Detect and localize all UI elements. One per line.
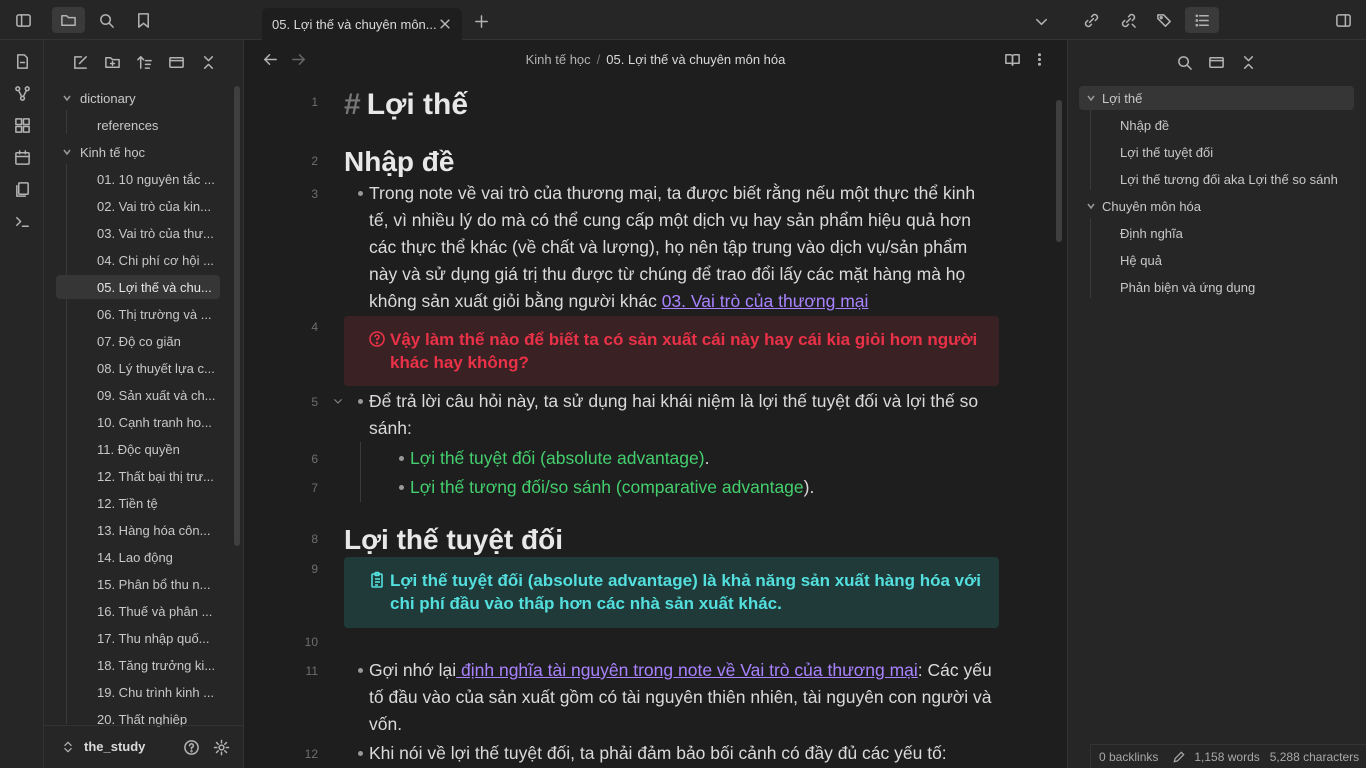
heading-1[interactable] bbox=[344, 88, 999, 122]
file-explorer bbox=[44, 40, 244, 768]
heading-loi-the-tuyet-doi[interactable]: Lợi thế tuyệt đối bbox=[344, 524, 564, 555]
bookmarks-icon[interactable] bbox=[132, 10, 154, 30]
file-label: 09. Sản xuất và ch... bbox=[97, 387, 216, 403]
file-item[interactable] bbox=[56, 356, 220, 380]
line-number: 1 bbox=[311, 95, 318, 109]
bullet-dot bbox=[399, 485, 404, 490]
bullet-dot bbox=[358, 668, 363, 673]
outline-guide bbox=[1090, 110, 1091, 190]
recall-prefix: Gợi nhớ lại bbox=[369, 660, 457, 680]
edit-mode-pencil-icon[interactable] bbox=[1172, 750, 1186, 764]
question-circle-icon bbox=[368, 330, 386, 348]
list-item-comparative-advantage[interactable] bbox=[410, 474, 990, 501]
paragraph-intro[interactable] bbox=[369, 180, 999, 315]
canvas-icon[interactable] bbox=[11, 114, 33, 136]
file-label: 19. Chu trình kinh ... bbox=[97, 684, 215, 700]
line-number: 6 bbox=[311, 452, 318, 466]
outline-label: Lợi thế tuyệt đối bbox=[1120, 144, 1214, 160]
folder-label: Kinh tế học bbox=[80, 144, 146, 160]
line-number: 8 bbox=[311, 532, 318, 546]
clipboard-list-icon bbox=[368, 571, 386, 589]
file-item[interactable] bbox=[56, 302, 220, 326]
breadcrumb-separator: / bbox=[596, 51, 601, 67]
file-label: 11. Độc quyền bbox=[97, 441, 180, 457]
paragraph-answer[interactable]: Để trả lời câu hỏi này, ta sử dụng hai khái niệm là lợi thế tuyệt đối và lợi thế so sánh: bbox=[369, 391, 979, 438]
editor-pane bbox=[244, 40, 1067, 768]
file-label: 13. Hàng hóa côn... bbox=[97, 522, 211, 538]
file-label: 18. Tăng trưởng ki... bbox=[97, 657, 216, 673]
outline-item-h2[interactable] bbox=[1120, 167, 1338, 191]
file-label: 06. Thị trường và ... bbox=[97, 306, 212, 322]
line-number: 7 bbox=[311, 481, 318, 495]
outline-item-h1[interactable] bbox=[1079, 86, 1354, 110]
file-label: 10. Cạnh tranh ho... bbox=[97, 414, 212, 430]
outline-label: Lợi thế bbox=[1102, 90, 1143, 106]
sidebar-scrollbar[interactable] bbox=[234, 86, 240, 546]
file-label: 07. Độ co giãn bbox=[97, 333, 181, 349]
reading-view-book-icon[interactable] bbox=[1001, 48, 1023, 70]
breadcrumb bbox=[244, 40, 1067, 78]
new-folder-icon[interactable] bbox=[101, 51, 123, 73]
heading-hash: # bbox=[344, 88, 361, 121]
tab-active-note[interactable] bbox=[262, 8, 462, 40]
outline-item-h1[interactable] bbox=[1079, 194, 1201, 218]
file-label: references bbox=[97, 117, 159, 133]
line-number: 5 bbox=[311, 395, 318, 409]
callout-definition[interactable] bbox=[344, 557, 999, 628]
editor-scrollbar[interactable] bbox=[1056, 100, 1062, 242]
file-label: 08. Lý thuyết lựa c... bbox=[97, 360, 215, 376]
graph-view-icon[interactable] bbox=[11, 82, 33, 104]
outline-guide bbox=[1090, 218, 1091, 298]
callout-question[interactable] bbox=[344, 316, 999, 386]
file-item[interactable] bbox=[56, 248, 220, 272]
internal-link-vai-tro-thuong-mai[interactable]: 03. Vai trò của thương mại bbox=[661, 291, 869, 311]
file-item[interactable] bbox=[56, 491, 220, 515]
bullet-dot bbox=[358, 751, 363, 756]
file-label: 16. Thuế và phân ... bbox=[97, 603, 213, 619]
outline-item-h2[interactable] bbox=[1120, 140, 1213, 164]
file-item[interactable] bbox=[56, 221, 220, 245]
file-item[interactable] bbox=[56, 545, 220, 569]
breadcrumb-current[interactable]: 05. Lợi thế và chuyên môn hóa bbox=[606, 51, 786, 67]
file-label: 12. Thất bại thị trư... bbox=[97, 468, 214, 484]
character-count: 5,288 characters bbox=[1269, 749, 1360, 764]
file-label: 01. 10 nguyên tắc ... bbox=[97, 171, 215, 187]
line-number: 3 bbox=[311, 187, 318, 201]
file-explorer-icon[interactable] bbox=[52, 7, 85, 33]
vault-switcher-bar bbox=[44, 725, 244, 768]
file-item[interactable] bbox=[56, 194, 220, 218]
file-label: 02. Vai trò của kin... bbox=[97, 198, 211, 214]
tab-title: 05. Lợi thế và chuyên môn... bbox=[272, 16, 437, 32]
line-number: 4 bbox=[311, 320, 318, 334]
bullet-dot bbox=[358, 399, 363, 404]
outline-label: Định nghĩa bbox=[1120, 225, 1183, 241]
file-item[interactable] bbox=[56, 383, 220, 407]
line-number: 10 bbox=[304, 635, 318, 649]
heading-1-text: Lợi thế bbox=[366, 88, 469, 121]
recall-suffix: : Các yếu tố đầu vào của sản xuất gồm có tài nguyên thiên nhiên, tài nguyên con người và vốn. bbox=[369, 660, 992, 734]
bullet-dot bbox=[358, 191, 363, 196]
folder-kinh-te-hoc[interactable] bbox=[56, 140, 145, 164]
close-tab-icon[interactable] bbox=[438, 17, 452, 31]
paragraph-recall[interactable] bbox=[369, 657, 999, 738]
outline-label: Nhập đề bbox=[1120, 117, 1170, 133]
outline-pane bbox=[1067, 40, 1366, 768]
file-label: 15. Phân bổ thu n... bbox=[97, 576, 211, 592]
daily-note-calendar-icon[interactable] bbox=[11, 146, 33, 168]
templates-icon[interactable] bbox=[11, 178, 33, 200]
new-tab-icon[interactable] bbox=[470, 10, 492, 32]
file-item[interactable] bbox=[56, 626, 220, 650]
punctuation: ). bbox=[803, 477, 815, 497]
backlinks-icon[interactable] bbox=[1080, 9, 1102, 31]
line-number: 2 bbox=[311, 154, 318, 168]
file-item[interactable] bbox=[56, 410, 220, 434]
callout-definition-text: Lợi thế tuyệt đối (absolute advantage) là khả năng sản xuất hàng hóa với chi phí đầu vào thấp hơn các nhà sản xuất khác. bbox=[390, 571, 981, 613]
tags-icon[interactable] bbox=[1153, 9, 1175, 31]
fold-chevron-down-icon[interactable] bbox=[330, 393, 346, 409]
outline-auto-expand-icon[interactable] bbox=[1205, 51, 1227, 73]
auto-reveal-icon[interactable] bbox=[165, 51, 187, 73]
chevron-down-icon bbox=[1086, 201, 1096, 211]
file-item[interactable] bbox=[56, 680, 220, 704]
chevron-down-icon bbox=[1086, 93, 1096, 103]
file-item[interactable] bbox=[56, 572, 220, 596]
list-indent-guide bbox=[360, 442, 361, 502]
folder-dictionary[interactable] bbox=[56, 86, 136, 110]
outline-item-h2[interactable] bbox=[1120, 221, 1183, 245]
line-number: 9 bbox=[311, 562, 318, 576]
file-item[interactable] bbox=[56, 329, 220, 353]
file-item[interactable] bbox=[56, 518, 220, 542]
file-label: 20. Thất nghiệp bbox=[97, 711, 188, 727]
word-count: 1,158 words bbox=[1194, 749, 1260, 764]
file-item[interactable] bbox=[56, 113, 220, 137]
list-item-absolute-advantage[interactable] bbox=[410, 445, 990, 472]
file-label: 14. Lao động bbox=[97, 549, 173, 565]
file-label: 12. Tiền tệ bbox=[97, 495, 158, 511]
toggle-left-sidebar-icon[interactable] bbox=[12, 10, 34, 30]
outline-label: Chuyên môn hóa bbox=[1102, 198, 1202, 214]
chevron-down-icon bbox=[62, 147, 72, 157]
file-item[interactable] bbox=[56, 653, 220, 677]
title-bar bbox=[0, 0, 1366, 40]
outline-label: Phản biện và ứng dụng bbox=[1120, 279, 1256, 295]
outline-label: Hệ quả bbox=[1120, 252, 1162, 268]
outline-icon[interactable] bbox=[1185, 7, 1219, 33]
outline-item-h2[interactable] bbox=[1120, 248, 1162, 272]
heading-nhap-de[interactable]: Nhập đề bbox=[344, 146, 455, 177]
settings-gear-icon[interactable] bbox=[210, 736, 232, 758]
vault-switch-icon[interactable] bbox=[60, 739, 76, 755]
outline-item-h2[interactable] bbox=[1120, 113, 1169, 137]
outline-item-h2[interactable] bbox=[1120, 275, 1255, 299]
file-item[interactable] bbox=[56, 437, 220, 461]
search-icon[interactable] bbox=[95, 10, 117, 30]
open-quick-switcher-icon[interactable] bbox=[11, 50, 33, 72]
line-number: 12 bbox=[304, 747, 318, 761]
paragraph-context[interactable]: Khi nói về lợi thế tuyệt đối, ta phải đảm bảo bối cảnh có đầy đủ các yếu tố: bbox=[369, 743, 947, 763]
file-item[interactable] bbox=[56, 167, 220, 191]
file-label: 03. Vai trò của thư... bbox=[97, 225, 214, 241]
internal-link-dinh-nghia-tai-nguyen[interactable]: định nghĩa tài nguyên trong note về Vai trò của thương mại bbox=[456, 660, 918, 680]
outline-label: Lợi thế tương đối aka Lợi thế so sánh bbox=[1120, 171, 1338, 187]
paragraph-intro-text: Trong note về vai trò của thương mại, ta được biết rằng nếu một thực thể kinh tế, vì nhiều lý do mà có thể cung cấp một dịch vụ hay sản phẩm hiệu quả hơn các thực thể khác (về chất và lượng), họ nên tập trung vào dịch vụ/sản phẩm này và sử dụng giá trị thu được từ chúng để trao đổi lấy các mặt hàng mà họ không sản xuất giỏi bằng người khác bbox=[369, 183, 976, 311]
ribbon bbox=[0, 40, 44, 768]
outgoing-links-icon[interactable] bbox=[1117, 9, 1139, 31]
file-item[interactable] bbox=[56, 464, 220, 488]
command-palette-icon[interactable] bbox=[11, 210, 33, 232]
highlight-absolute: Lợi thế tuyệt đối (absolute advantage) bbox=[410, 448, 705, 468]
vault-name[interactable]: the_study bbox=[84, 739, 146, 754]
backlinks-count[interactable]: 0 backlinks bbox=[1099, 749, 1159, 764]
punctuation: . bbox=[704, 448, 710, 468]
outline-collapse-all-icon[interactable] bbox=[1237, 51, 1259, 73]
outline-search-icon[interactable] bbox=[1173, 51, 1195, 73]
status-bar bbox=[1090, 744, 1366, 768]
sort-order-icon[interactable] bbox=[133, 51, 155, 73]
collapse-all-icon[interactable] bbox=[197, 51, 219, 73]
new-note-icon[interactable] bbox=[69, 51, 91, 73]
file-label: 04. Chi phí cơ hội ... bbox=[97, 252, 214, 268]
line-number: 11 bbox=[305, 664, 318, 678]
callout-question-text: Vậy làm thế nào để biết ta có sản xuất cái này hay cái kia giỏi hơn người khác hay không? bbox=[390, 330, 978, 372]
folder-label: dictionary bbox=[80, 90, 136, 106]
file-item-active[interactable] bbox=[56, 275, 220, 299]
help-icon[interactable] bbox=[180, 736, 202, 758]
highlight-comparative: Lợi thế tương đối/so sánh (comparative advantage bbox=[410, 477, 804, 497]
tab-list-chevron-down-icon[interactable] bbox=[1030, 10, 1052, 32]
breadcrumb-parent[interactable]: Kinh tế học bbox=[525, 51, 591, 67]
file-label: 05. Lợi thế và chu... bbox=[97, 279, 212, 295]
file-item[interactable] bbox=[56, 599, 220, 623]
more-options-icon[interactable] bbox=[1030, 48, 1048, 70]
bullet-dot bbox=[399, 456, 404, 461]
toggle-right-sidebar-icon[interactable] bbox=[1332, 10, 1354, 30]
chevron-down-icon bbox=[62, 93, 72, 103]
file-label: 17. Thu nhập quố... bbox=[97, 630, 210, 646]
